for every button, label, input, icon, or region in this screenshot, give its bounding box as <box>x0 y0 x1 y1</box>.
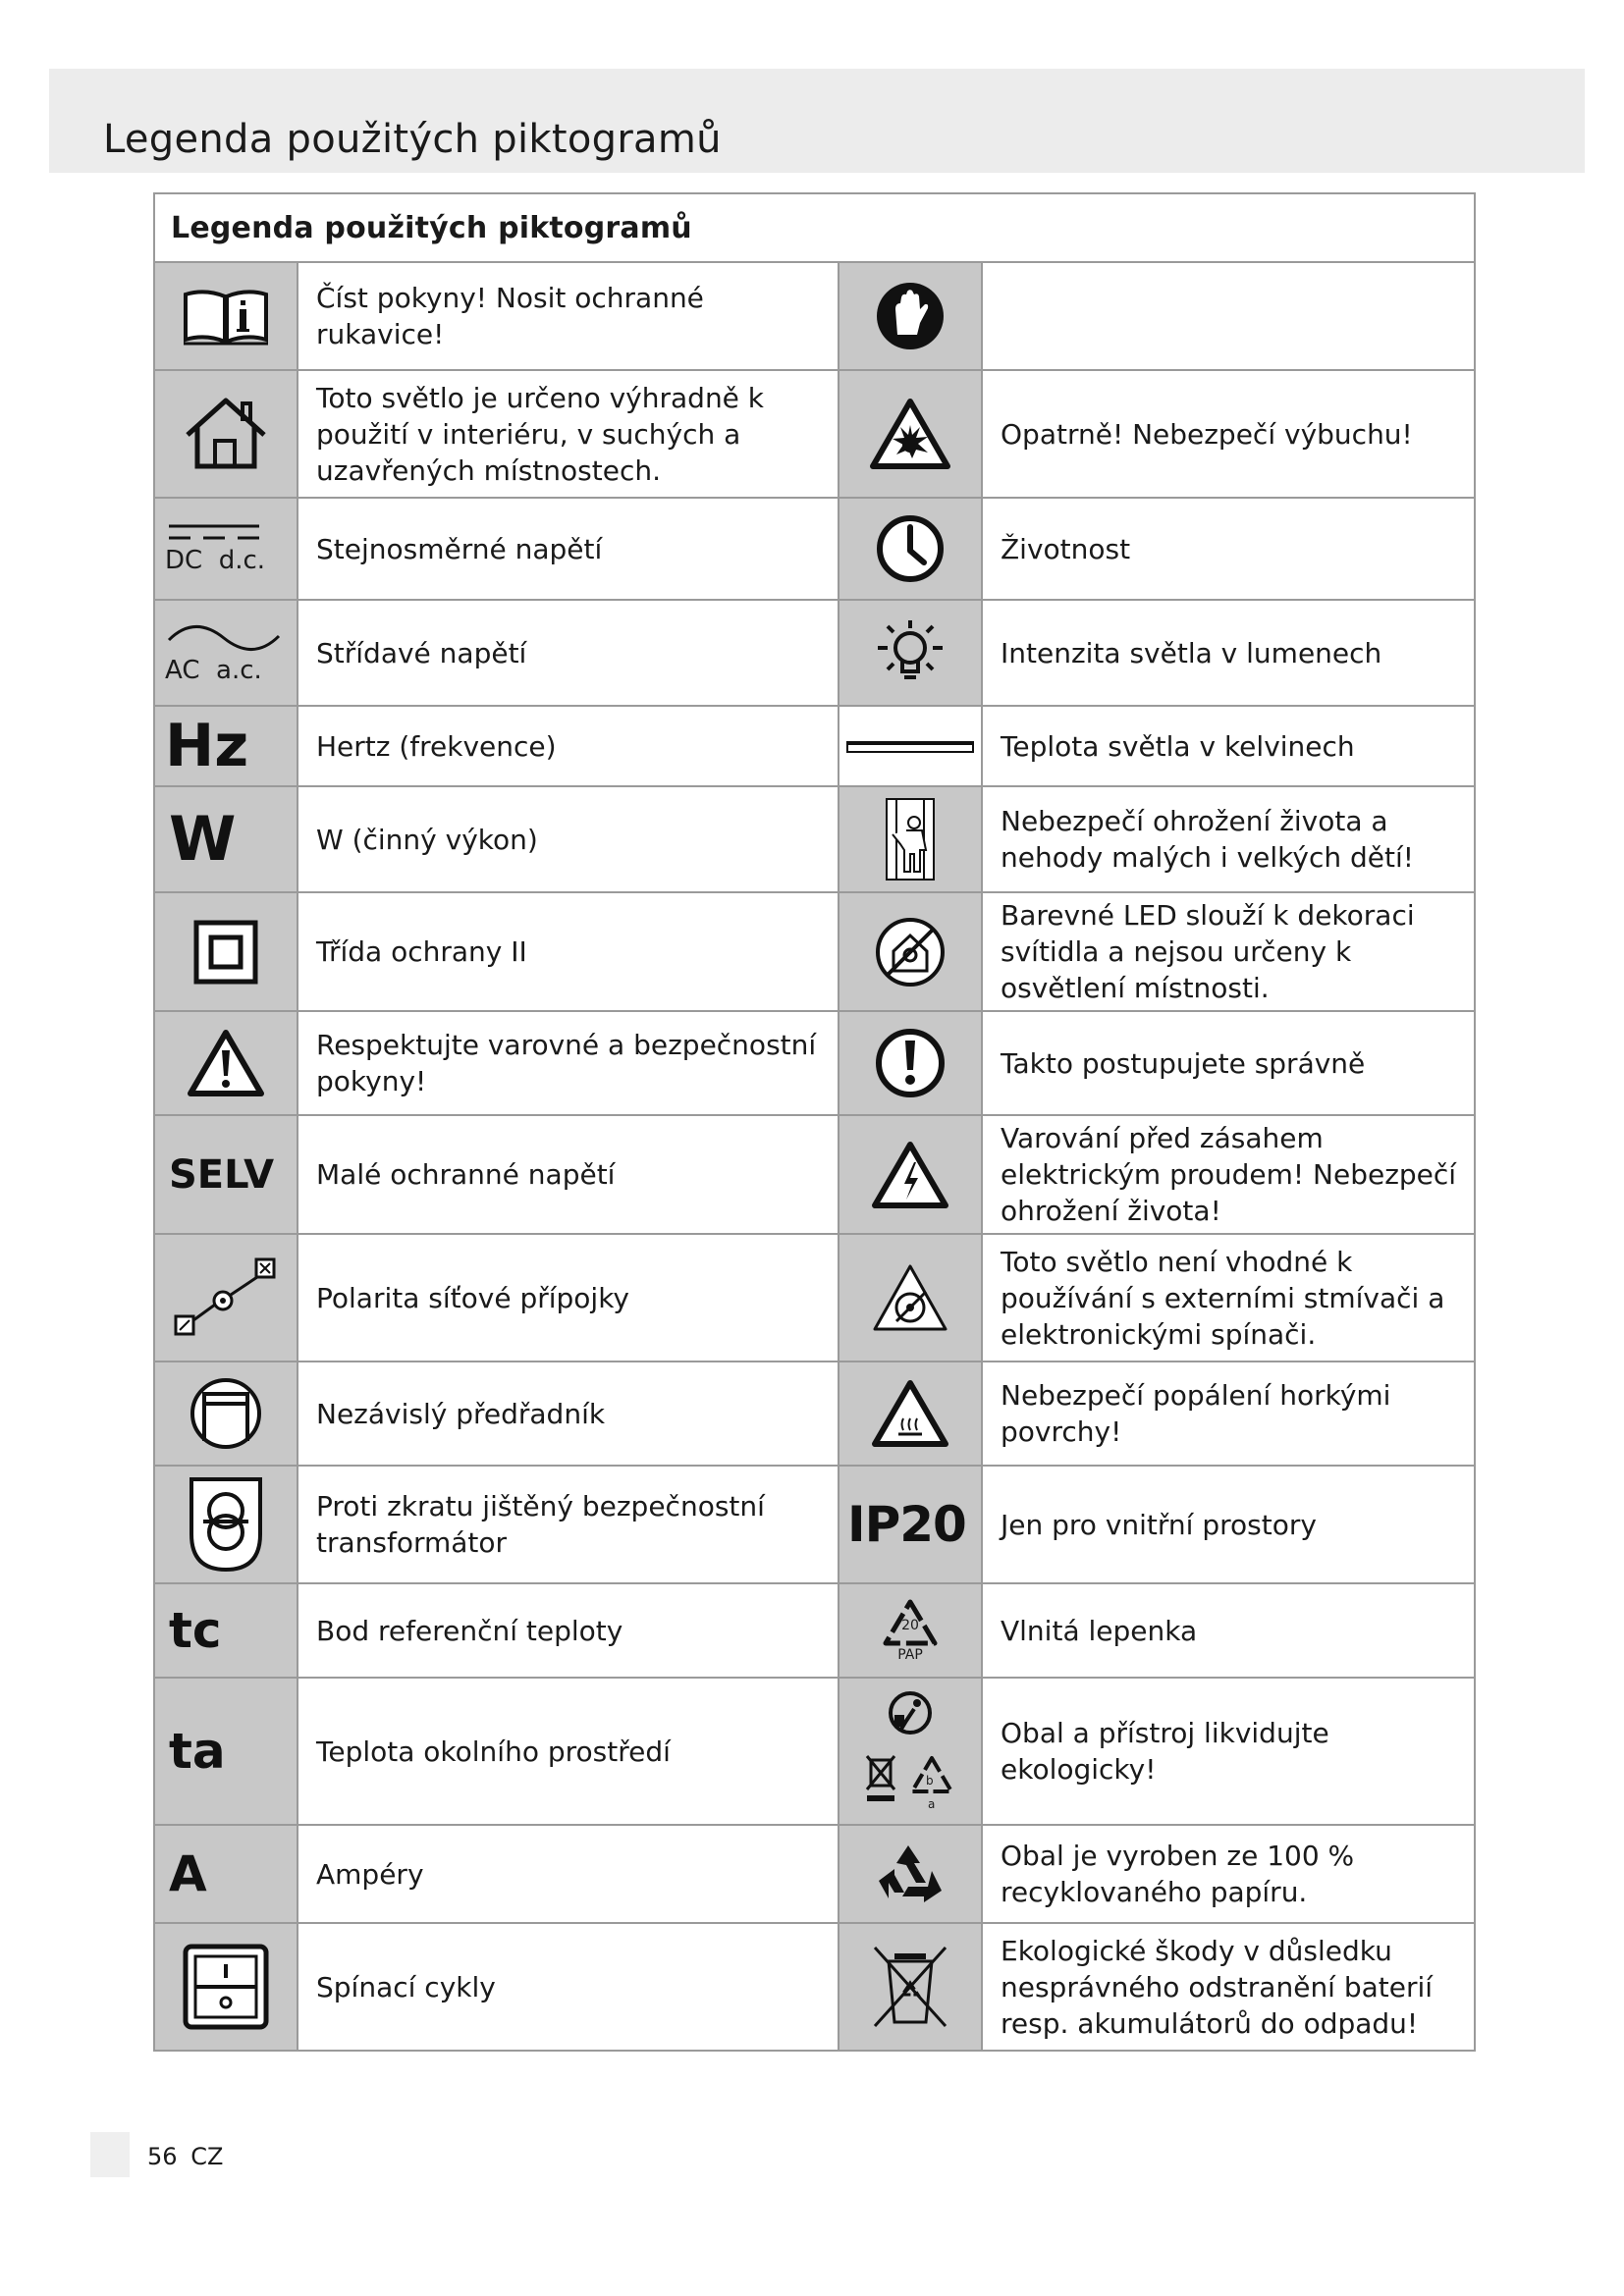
table-row <box>154 1923 1475 2051</box>
legend-text: Toto světlo je určeno výhradně k použití v interiéru, v suchých a uzavřených místnostech. <box>298 370 839 498</box>
house-icon <box>154 370 298 498</box>
recycling-pap-icon <box>839 1583 982 1678</box>
electric-shock-warning-icon <box>839 1115 982 1234</box>
info-book-icon <box>154 262 298 370</box>
exclamation-circle-icon <box>839 1011 982 1115</box>
legend-text: Spínací cykly <box>298 1923 839 2051</box>
explosion-warning-icon <box>839 370 982 498</box>
legend-text: Stejnosměrné napětí <box>298 498 839 600</box>
table-row <box>154 498 1475 600</box>
table-row <box>154 892 1475 1011</box>
hot-surface-warning-icon <box>839 1362 982 1466</box>
protection-class-ii-icon <box>154 892 298 1011</box>
table-row <box>154 1466 1475 1583</box>
recycling-material-label: PAP <box>897 1647 923 1663</box>
table-row <box>154 786 1475 892</box>
legend-text: Obal a přístroj likvidujte ekologicky! <box>982 1678 1475 1825</box>
table-row <box>154 1678 1475 1825</box>
page-number-marker <box>90 2132 130 2177</box>
legend-text: Opatrně! Nebezpečí výbuchu! <box>982 370 1475 498</box>
table-row <box>154 1234 1475 1362</box>
table-row <box>154 1583 1475 1678</box>
legend-text: Respektujte varovné a bezpečnostní pokyny! <box>298 1011 839 1115</box>
ac-icon-label: AC a.c. <box>165 656 262 685</box>
legend-text: Nebezpečí ohrožení života a nehody malých i velkých dětí! <box>982 786 1475 892</box>
table-row <box>154 1115 1475 1234</box>
legend-text: Střídavé napětí <box>298 600 839 706</box>
legend-text: Jen pro vnitřní prostory <box>982 1466 1475 1583</box>
recycle-icon <box>839 1825 982 1923</box>
child-danger-icon <box>839 786 982 892</box>
recycling-label-b: b <box>926 1774 934 1788</box>
legend-text: Nezávislý předřadník <box>298 1362 839 1466</box>
legend-text: Proti zkratu jištěný bezpečnostní transformátor <box>298 1466 839 1583</box>
legend-text: Intenzita světla v lumenech <box>982 600 1475 706</box>
tc-icon: tc <box>169 1602 222 1659</box>
legend-text: Hertz (frekvence) <box>298 706 839 786</box>
legend-text: Životnost <box>982 498 1475 600</box>
legend-text: Nebezpečí popálení horkými povrchy! <box>982 1362 1475 1466</box>
legend-text: Toto světlo není vhodné k používání s externími stmívači a elektronickými spínači. <box>982 1234 1475 1362</box>
legend-text: Ekologické škody v důsledku nesprávného odstranění baterií resp. akumulátorů do odpadu! <box>982 1923 1475 2051</box>
crossed-bin-icon <box>839 1923 982 2051</box>
recycling-code-label: 20 <box>901 1618 919 1633</box>
ip20-icon: IP20 <box>847 1496 966 1553</box>
legend-text: W (činný výkon) <box>298 786 839 892</box>
page-footer <box>147 2143 223 2170</box>
page-title: Legenda použitých piktogramů <box>103 117 722 162</box>
independent-ballast-icon <box>154 1362 298 1466</box>
legend-text: Polarita síťové přípojky <box>298 1234 839 1362</box>
legend-text: Vlnitá lepenka <box>982 1583 1475 1678</box>
watt-icon: W <box>169 803 237 875</box>
ac-icon <box>154 600 298 706</box>
legend-text: Ampéry <box>298 1825 839 1923</box>
eco-disposal-icon <box>839 1678 982 1825</box>
table-caption-row <box>154 193 1475 262</box>
legend-text: Číst pokyny! Nosit ochranné rukavice! <box>298 262 839 370</box>
dc-icon-label: DC d.c. <box>165 546 266 575</box>
language-code: CZ <box>190 2143 224 2170</box>
legend-text: Teplota okolního prostředí <box>298 1678 839 1825</box>
table-row <box>154 706 1475 786</box>
ta-icon: ta <box>169 1723 226 1780</box>
table-row <box>154 262 1475 370</box>
legend-text: Obal je vyroben ze 100 % recyklovaného papíru. <box>982 1825 1475 1923</box>
legend-text: Třída ochrany II <box>298 892 839 1011</box>
legend-text: Teplota světla v kelvinech <box>982 706 1475 786</box>
legend-text: Barevné LED slouží k dekoraci svítidla a nejsou určeny k osvětlení místnosti. <box>982 892 1475 1011</box>
safety-transformer-icon <box>154 1466 298 1583</box>
no-dimmer-icon <box>839 1234 982 1362</box>
light-bar-icon <box>839 706 982 786</box>
gloves-icon <box>839 262 982 370</box>
selv-icon: SELV <box>169 1151 275 1198</box>
legend-text <box>982 262 1475 370</box>
light-bulb-icon <box>839 600 982 706</box>
dc-icon <box>154 498 298 600</box>
legend-table <box>153 192 1476 2052</box>
legend-text: Malé ochranné napětí <box>298 1115 839 1234</box>
legend-text: Bod referenční teploty <box>298 1583 839 1678</box>
page-number: 56 <box>147 2143 178 2170</box>
table-row <box>154 1362 1475 1466</box>
polarity-icon <box>154 1234 298 1362</box>
table-caption: Legenda použitých piktogramů <box>154 193 1475 262</box>
table-row <box>154 1011 1475 1115</box>
table-row <box>154 600 1475 706</box>
recycling-label-a: a <box>928 1797 936 1811</box>
clock-icon <box>839 498 982 600</box>
warning-icon <box>154 1011 298 1115</box>
switch-cycles-icon <box>154 1923 298 2051</box>
decorative-led-icon <box>839 892 982 1011</box>
table-row <box>154 370 1475 498</box>
ampere-icon: A <box>169 1845 207 1902</box>
hz-icon: Hz <box>165 712 249 780</box>
legend-text: Varování před zásahem elektrickým proudem! Nebezpečí ohrožení života! <box>982 1115 1475 1234</box>
table-row <box>154 1825 1475 1923</box>
legend-text: Takto postupujete správně <box>982 1011 1475 1115</box>
